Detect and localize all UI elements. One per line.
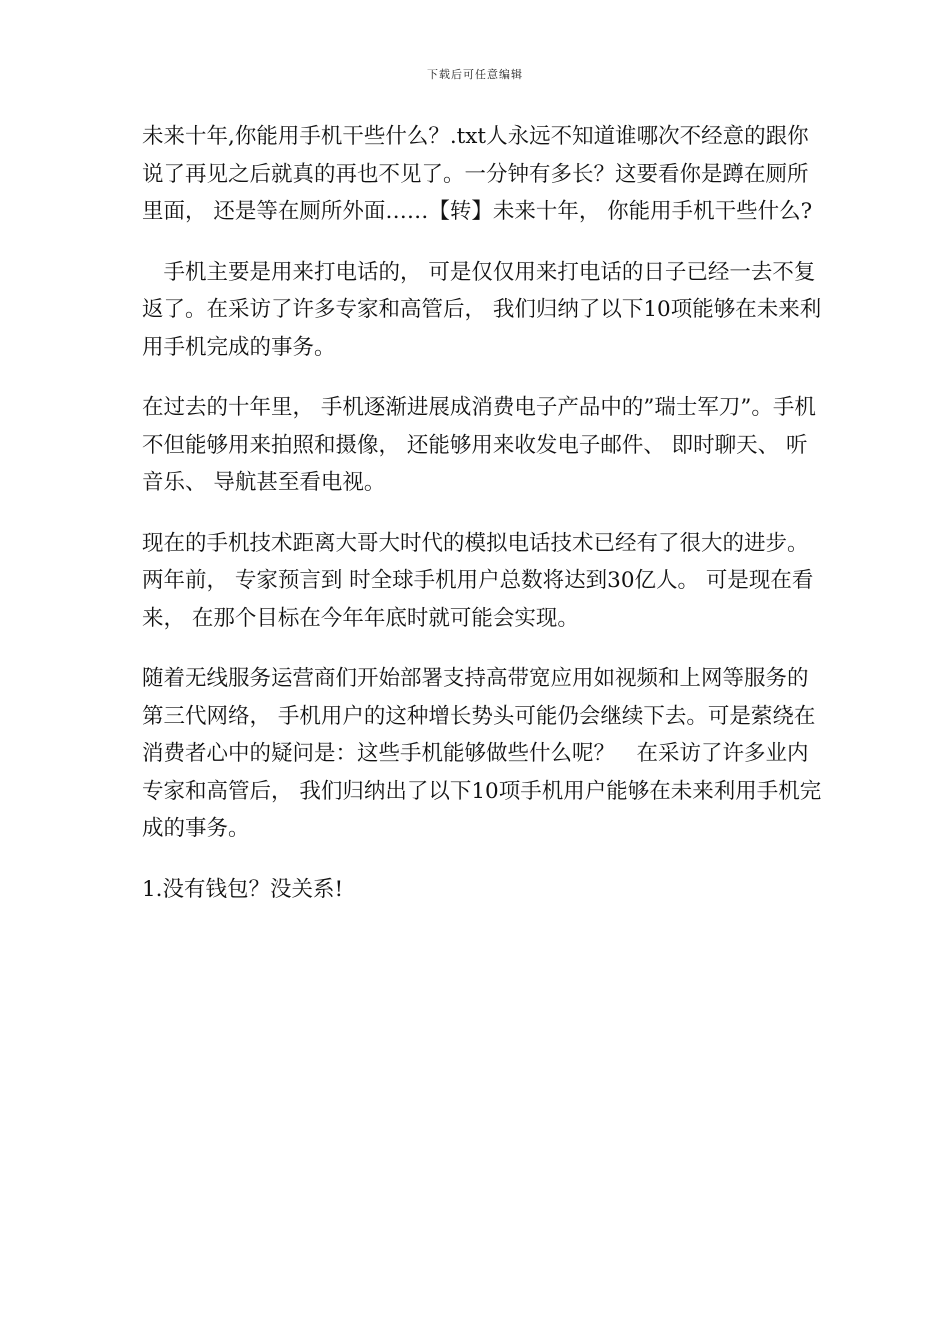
- paragraph-technology-progress: 现在的手机技术距离大哥大时代的模拟电话技术已经有了很大的进步。两年前， 专家预言到 时全球手机用户总数将达到30亿人。 可是现在看来， 在那个目标在今年年底时就可能会实现。: [142, 530, 814, 631]
- section-heading-no-wallet: 1.没有钱包？没关系!: [142, 876, 344, 902]
- paragraph-phone-purpose: 手机主要是用来打电话的， 可是仅仅用来打电话的日子已经一去不复返了。在采访了许多专家和高管后， 我们归纳了以下10项能够在未来利用手机完成的事务。: [142, 259, 822, 360]
- paragraph-swiss-army-knife: 在过去的十年里， 手机逐渐进展成消费电子产品中的”瑞士军刀”。手机不但能够用来拍照和摄像， 还能够用来收发电子邮件、 即时聊天、 听音乐、 导航甚至看电视。: [142, 395, 816, 495]
- document-body: [142, 118, 822, 931]
- page-header: 下载后可任意编辑: [427, 68, 523, 81]
- paragraph-third-generation: 随着无线服务运营商们开始部署支持高带宽应用如视频和上网等服务的第三代网络， 手机用户的这种增长势头可能仍会继续下去。可是萦绕在消费者心中的疑问是：这些手机能够做些什么呢？ 在采访了许多业内专家和高管后， 我们归纳出了以下10项手机用户能够在未来利用手机完成的事务。: [142, 666, 822, 841]
- paragraph-intro: 未来十年,你能用手机干些什么？.txt人永远不知道谁哪次不经意的跟你说了再见之后就真的再也不见了。一分钟有多长？这要看你是蹲在厕所里面， 还是等在厕所外面……【转】未来十年， 你能用手机干些什么?: [142, 124, 813, 224]
